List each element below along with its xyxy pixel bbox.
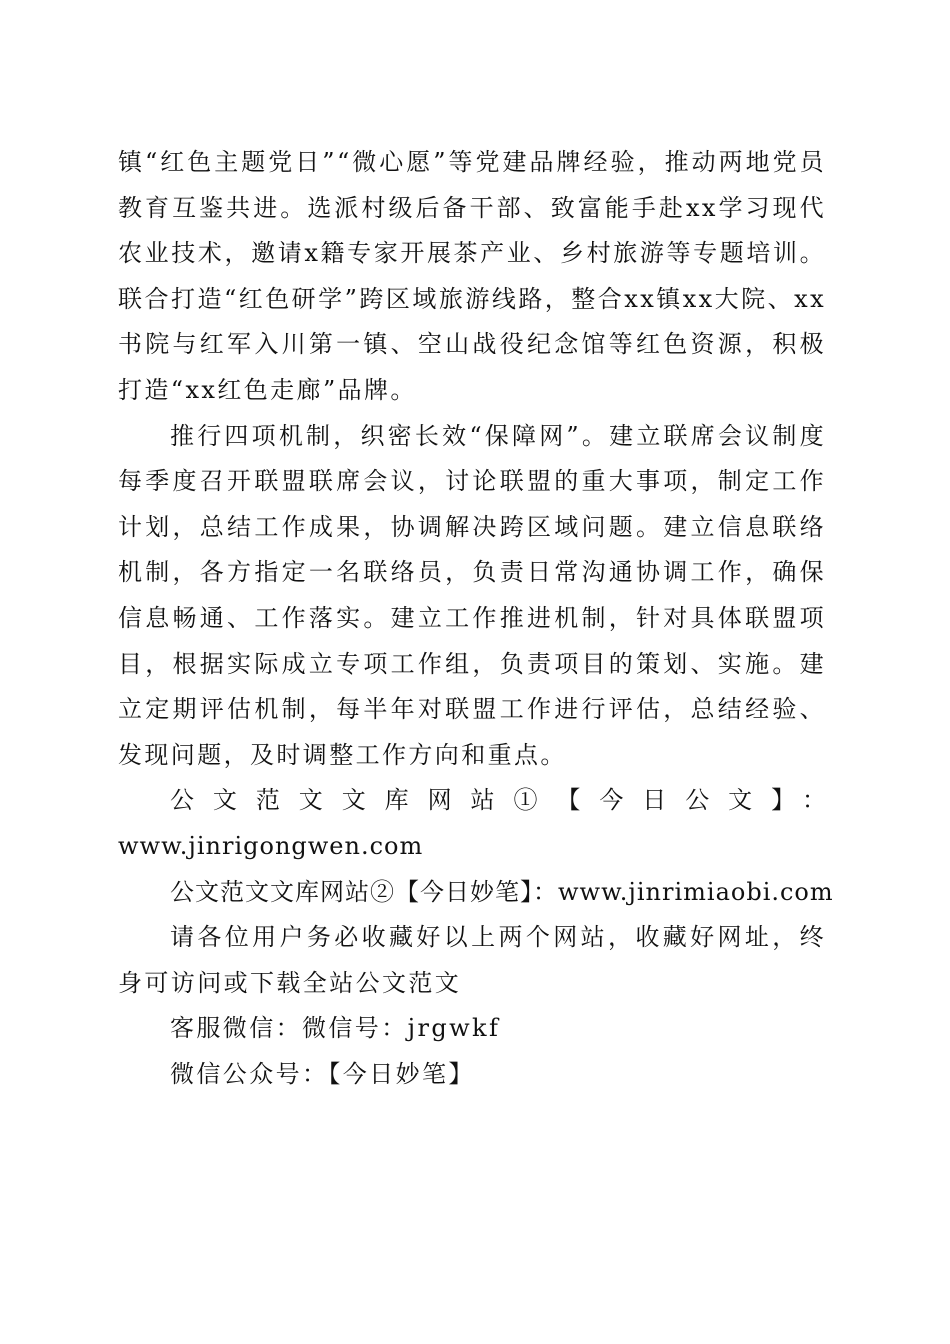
website-2-line — [118, 870, 834, 916]
body-paragraph-1: 镇“红色主题党日”“微心愿”等党建品牌经验，推动两地党员教育互鉴共进。选派村级后备干部、致富能手赴xx学习现代农业技术，邀请x籍专家开展茶产业、乡村旅游等专题培训。联合打造“红色研学”跨区域旅游线路，整合xx镇xx大院、xx书院与红军入川第一镇、空山战役纪念馆等红色资源，积极打造“xx红色走廊”品牌。 — [118, 148, 826, 404]
website-1-url[interactable]: www.jinrigongwen.com — [118, 831, 424, 860]
website-1-label: 公文范文文库网站①【今日公文】： — [170, 786, 826, 815]
bookmark-notice: 请各位用户务必收藏好以上两个网站，收藏好网址，终身可访问或下载全站公文范文 — [118, 923, 826, 997]
website-2-label: 公文范文文库网站②【今日妙笔】： — [170, 877, 558, 906]
wechat-service-id: 客服微信：微信号：jrgwkf — [170, 1014, 501, 1043]
document-body — [118, 140, 834, 1097]
wechat-public-account: 微信公众号：【今日妙笔】 — [170, 1059, 475, 1088]
website-2-url[interactable]: www.jinrimiaobi.com — [558, 877, 834, 906]
body-paragraph-2: 推行四项机制，织密长效“保障网”。建立联席会议制度每季度召开联盟联席会议，讨论联盟的重大事项，制定工作计划，总结工作成果，协调解决跨区域问题。建立信息联络机制，各方指定一名联络员，负责日常沟通协调工作，确保信息畅通、工作落实。建立工作推进机制，针对具体联盟项目，根据实际成立专项工作组，负责项目的策划、实施。建立定期评估机制，每半年对联盟工作进行评估，总结经验、发现问题，及时调整工作方向和重点。 — [118, 421, 826, 769]
